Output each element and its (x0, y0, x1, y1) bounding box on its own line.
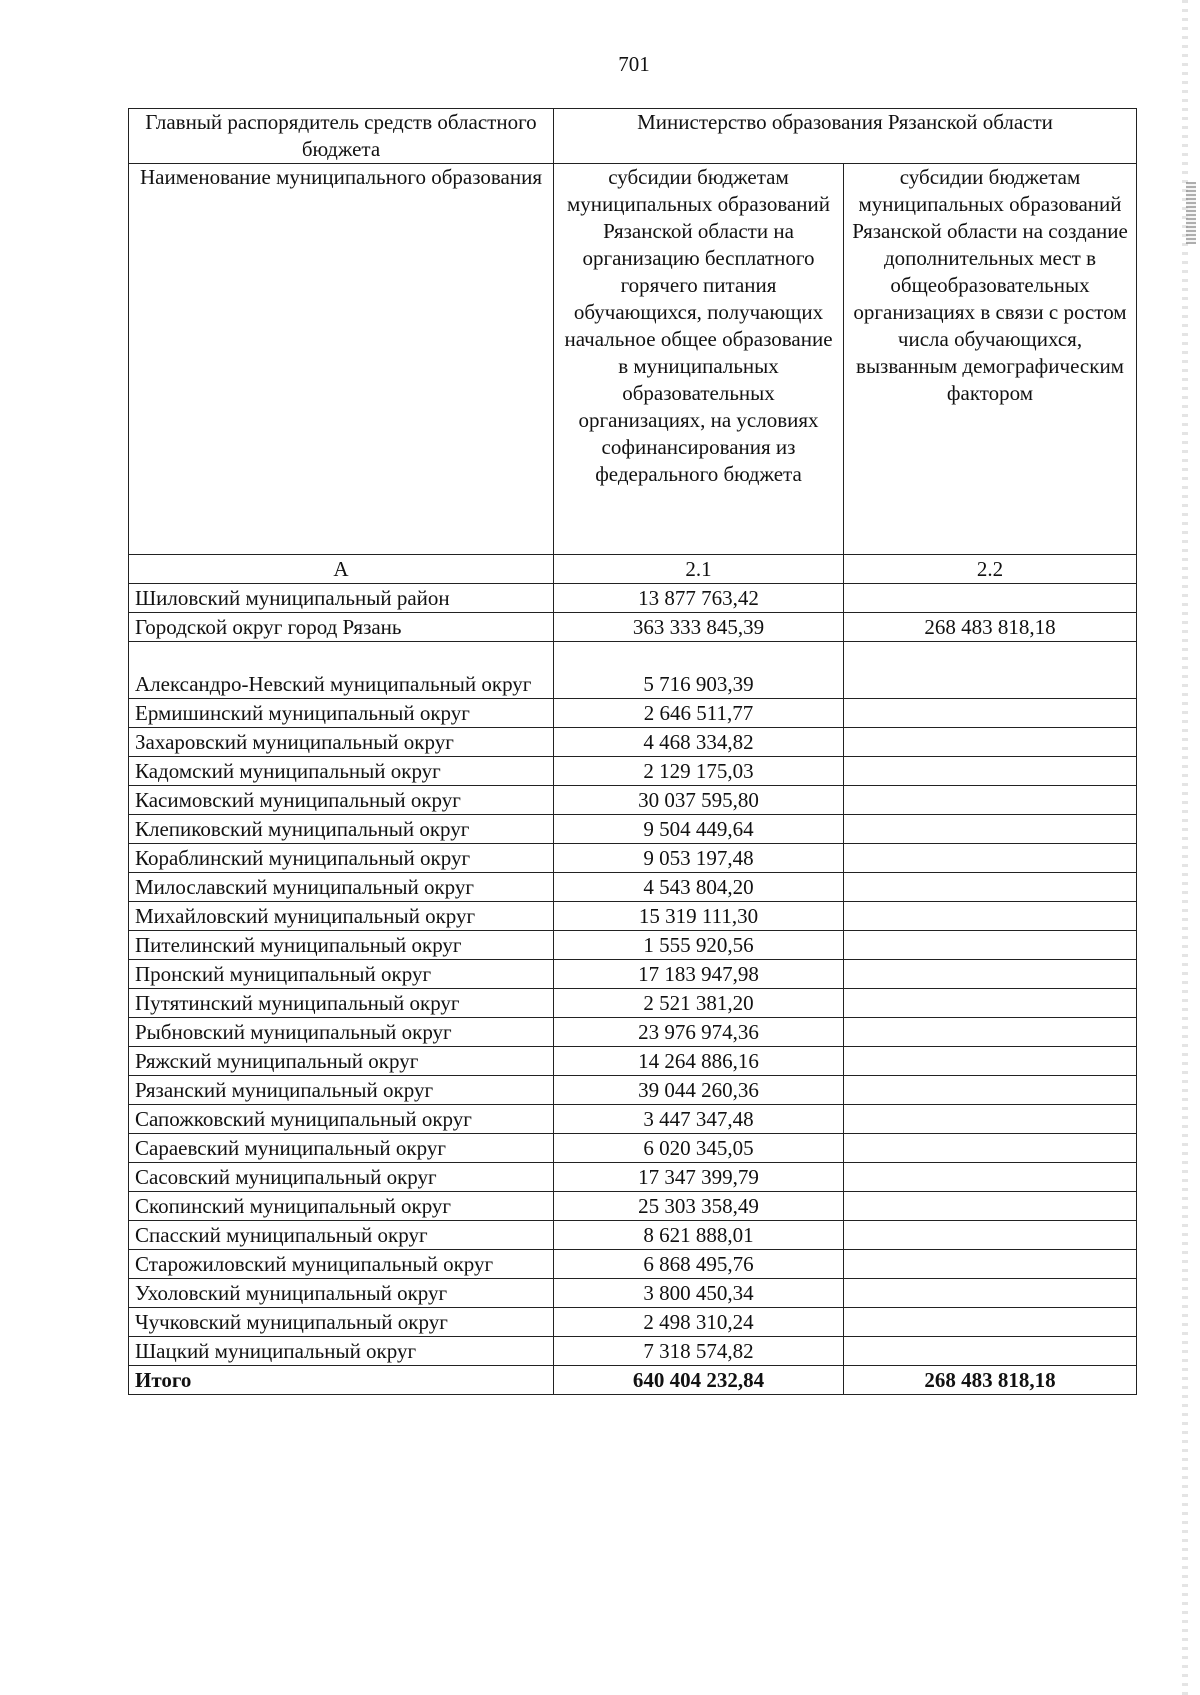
value-2-1: 17 183 947,98 (554, 960, 844, 989)
value-2-2 (844, 1134, 1137, 1163)
table-row (129, 1018, 1137, 1047)
municipality-name: Кадомский муниципальный округ (129, 757, 554, 786)
municipality-name: Чучковский муниципальный округ (129, 1308, 554, 1337)
value-2-1: 4 543 804,20 (554, 873, 844, 902)
column-header-row (129, 164, 1137, 555)
municipality-name: Пителинский муниципальный округ (129, 931, 554, 960)
municipality-name: Касимовский муниципальный округ (129, 786, 554, 815)
table-row (129, 1163, 1137, 1192)
table-row (129, 1221, 1137, 1250)
value-2-2 (844, 1163, 1137, 1192)
table-row (129, 584, 1137, 613)
value-2-1: 30 037 595,80 (554, 786, 844, 815)
value-2-2 (844, 786, 1137, 815)
table-row (129, 844, 1137, 873)
value-2-1: 4 468 334,82 (554, 728, 844, 757)
total-label: Итого (129, 1366, 554, 1395)
municipality-name: Милославский муниципальный округ (129, 873, 554, 902)
value-2-1: 15 319 111,30 (554, 902, 844, 931)
scan-mark-artifact (1186, 182, 1196, 244)
value-2-1: 23 976 974,36 (554, 1018, 844, 1047)
table-row (129, 613, 1137, 642)
table-row (129, 1279, 1137, 1308)
municipality-name: Ухоловский муниципальный округ (129, 1279, 554, 1308)
page-number: 701 (618, 52, 650, 76)
table-row (129, 728, 1137, 757)
value-2-1: 9 504 449,64 (554, 815, 844, 844)
value-2-1: 39 044 260,36 (554, 1076, 844, 1105)
municipality-name: Александро-Невский муниципальный округ (129, 642, 554, 699)
value-2-2 (844, 960, 1137, 989)
value-2-2 (844, 931, 1137, 960)
value-2-2 (844, 757, 1137, 786)
scan-edge-artifact (1182, 0, 1188, 1695)
value-2-2 (844, 1192, 1137, 1221)
value-2-2 (844, 1018, 1137, 1047)
value-2-1: 2 129 175,03 (554, 757, 844, 786)
value-2-2 (844, 815, 1137, 844)
value-2-1: 25 303 358,49 (554, 1192, 844, 1221)
municipality-name: Путятинский муниципальный округ (129, 989, 554, 1018)
column-code-row (129, 555, 1137, 584)
value-2-2 (844, 1047, 1137, 1076)
table-row (129, 1337, 1137, 1366)
value-2-1: 363 333 845,39 (554, 613, 844, 642)
name-column-header: Наименование муниципального образования (129, 164, 554, 555)
subsidy-table (128, 108, 1137, 1395)
value-2-1: 14 264 886,16 (554, 1047, 844, 1076)
value-2-1: 6 020 345,05 (554, 1134, 844, 1163)
value-2-1: 7 318 574,82 (554, 1337, 844, 1366)
column-code-2-1: 2.1 (554, 555, 844, 584)
value-2-2 (844, 642, 1137, 699)
value-2-1: 9 053 197,48 (554, 844, 844, 873)
table-row (129, 642, 1137, 699)
value-2-1: 8 621 888,01 (554, 1221, 844, 1250)
col-2-1-header: субсидии бюджетам муниципальных образований Рязанской области на организацию бесплатного горячего питания обучающихся, получающих начальное общее образование в муниципальных образовательных организациях, на условиях софинансирования из федерального бюджета (554, 164, 844, 555)
value-2-2 (844, 989, 1137, 1018)
distributor-label: Главный распорядитель средств областного бюджета (129, 109, 554, 164)
table-row (129, 786, 1137, 815)
value-2-2 (844, 1076, 1137, 1105)
table-row (129, 1134, 1137, 1163)
value-2-1: 2 646 511,77 (554, 699, 844, 728)
value-2-1: 1 555 920,56 (554, 931, 844, 960)
table-row (129, 1308, 1137, 1337)
municipality-name: Рязанский муниципальный округ (129, 1076, 554, 1105)
value-2-1: 2 498 310,24 (554, 1308, 844, 1337)
municipality-name: Сасовский муниципальный округ (129, 1163, 554, 1192)
table-row (129, 931, 1137, 960)
value-2-1: 3 447 347,48 (554, 1105, 844, 1134)
municipality-name: Рыбновский муниципальный округ (129, 1018, 554, 1047)
table-row (129, 757, 1137, 786)
table-row (129, 815, 1137, 844)
table-row (129, 1250, 1137, 1279)
municipality-name: Сапожковский муниципальный округ (129, 1105, 554, 1134)
municipality-name: Шиловский муниципальный район (129, 584, 554, 613)
value-2-2 (844, 873, 1137, 902)
distributor-row (129, 109, 1137, 164)
municipality-name: Ряжский муниципальный округ (129, 1047, 554, 1076)
value-2-1: 17 347 399,79 (554, 1163, 844, 1192)
municipality-name: Скопинский муниципальный округ (129, 1192, 554, 1221)
municipality-name: Городской округ город Рязань (129, 613, 554, 642)
distributor-value: Министерство образования Рязанской области (554, 109, 1137, 164)
municipality-name: Кораблинский муниципальный округ (129, 844, 554, 873)
municipality-name: Клепиковский муниципальный округ (129, 815, 554, 844)
value-2-2 (844, 1221, 1137, 1250)
municipality-name: Спасский муниципальный округ (129, 1221, 554, 1250)
table-row (129, 960, 1137, 989)
municipality-name: Захаровский муниципальный округ (129, 728, 554, 757)
municipality-name: Ермишинский муниципальный округ (129, 699, 554, 728)
value-2-2 (844, 1308, 1137, 1337)
table-row (129, 989, 1137, 1018)
value-2-2 (844, 728, 1137, 757)
municipality-name: Сараевский муниципальный округ (129, 1134, 554, 1163)
value-2-2 (844, 699, 1137, 728)
value-2-2 (844, 1105, 1137, 1134)
value-2-1: 2 521 381,20 (554, 989, 844, 1018)
total-value-2-2: 268 483 818,18 (844, 1366, 1137, 1395)
total-row (129, 1366, 1137, 1395)
value-2-2 (844, 584, 1137, 613)
value-2-2 (844, 1279, 1137, 1308)
value-2-1: 6 868 495,76 (554, 1250, 844, 1279)
col-2-2-header: субсидии бюджетам муниципальных образований Рязанской области на создание дополнительных мест в общеобразовательных организациях в связи с ростом числа обучающихся, вызванным демографическим фактором (844, 164, 1137, 555)
table-row (129, 699, 1137, 728)
value-2-2 (844, 1250, 1137, 1279)
column-code-a: А (129, 555, 554, 584)
value-2-1: 3 800 450,34 (554, 1279, 844, 1308)
table-row (129, 1047, 1137, 1076)
value-2-1: 5 716 903,39 (554, 642, 844, 699)
municipality-name: Михайловский муниципальный округ (129, 902, 554, 931)
table-row (129, 1076, 1137, 1105)
table-row (129, 902, 1137, 931)
total-value-2-1: 640 404 232,84 (554, 1366, 844, 1395)
value-2-1: 13 877 763,42 (554, 584, 844, 613)
value-2-2: 268 483 818,18 (844, 613, 1137, 642)
table-row (129, 1192, 1137, 1221)
municipality-name: Старожиловский муниципальный округ (129, 1250, 554, 1279)
value-2-2 (844, 1337, 1137, 1366)
value-2-2 (844, 902, 1137, 931)
municipality-name: Шацкий муниципальный округ (129, 1337, 554, 1366)
value-2-2 (844, 844, 1137, 873)
municipality-name: Пронский муниципальный округ (129, 960, 554, 989)
table-row (129, 873, 1137, 902)
column-code-2-2: 2.2 (844, 555, 1137, 584)
table-row (129, 1105, 1137, 1134)
